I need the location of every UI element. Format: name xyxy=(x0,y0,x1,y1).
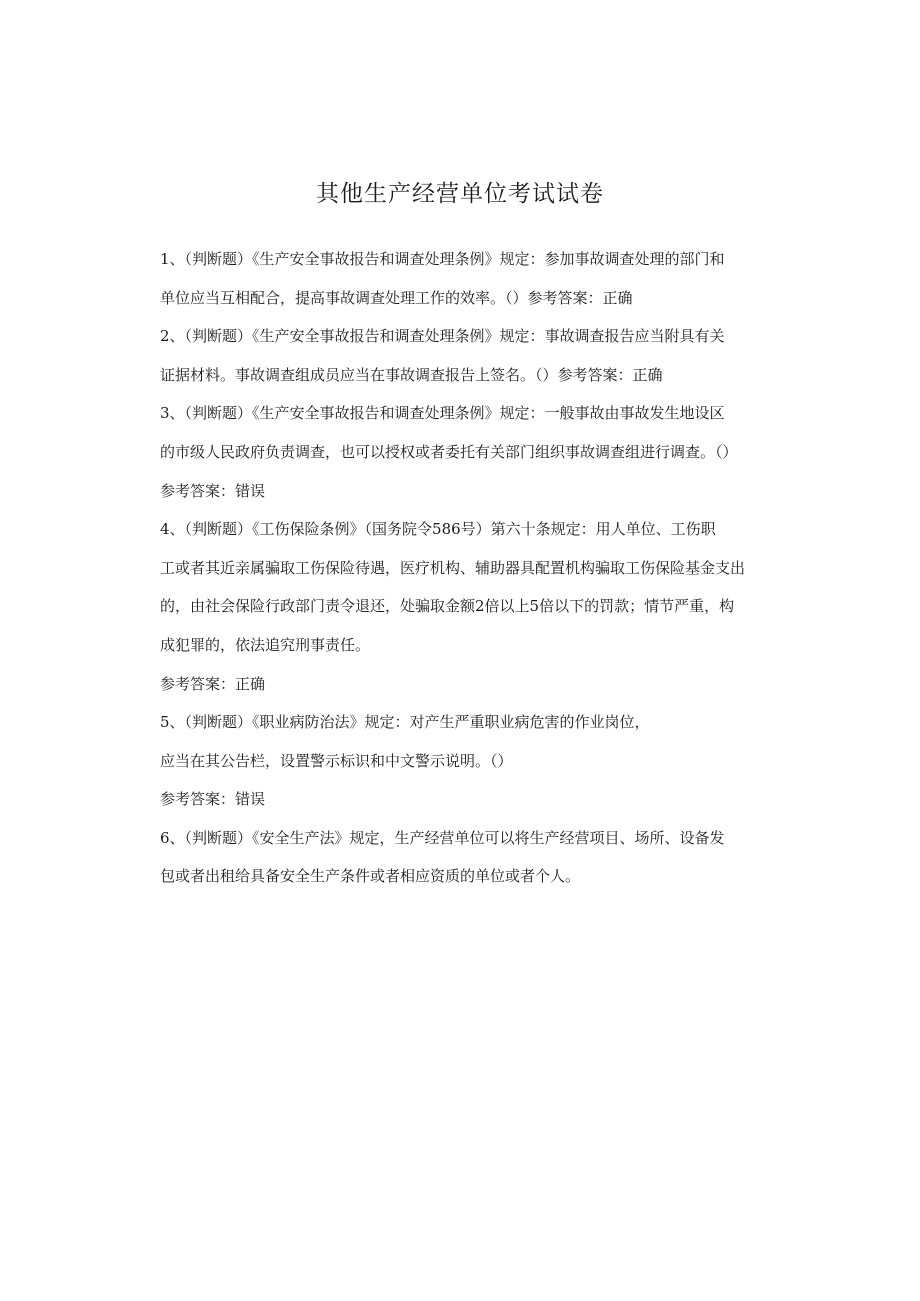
question-3-answer: 参考答案：错误 xyxy=(160,482,266,500)
question-1-line-1: 1、（判断题）《生产安全事故报告和调查处理条例》规定：参加事故调查处理的部门和 xyxy=(160,250,725,268)
question-2-line-2: 证据材料。事故调查组成员应当在事故调查报告上签名。（）参考答案：正确 xyxy=(160,366,663,384)
question-6-line-2: 包或者出租给具备安全生产条件或者相应资质的单位或者个人。 xyxy=(160,867,581,885)
question-5-answer: 参考答案：错误 xyxy=(160,790,266,808)
question-6-line-1: 6、（判断题）《安全生产法》规定，生产经营单位可以将生产经营项目、场所、设备发 xyxy=(160,829,725,847)
question-4-line-1: 4、（判断题）《工伤保险条例》（国务院令586号）第六十条规定：用人单位、工伤职 xyxy=(160,520,716,538)
question-3-line-1: 3、（判断题）《生产安全事故报告和调查处理条例》规定：一般事故由事故发生地设区 xyxy=(160,404,725,422)
question-1-line-2: 单位应当互相配合，提高事故调查处理工作的效率。（）参考答案：正确 xyxy=(160,289,633,307)
question-4-answer: 参考答案：正确 xyxy=(160,675,266,693)
question-4-line-3: 的，由社会保险行政部门责令退还，处骗取金额2倍以上5倍以下的罚款；情节严重，构 xyxy=(160,597,735,615)
question-5-line-1: 5、（判断题）《职业病防治法》规定：对产生严重职业病危害的作业岗位， xyxy=(160,713,650,731)
question-5-line-2: 应当在其公告栏，设置警示标识和中文警示说明。（） xyxy=(160,752,513,770)
question-4-line-2: 工或者其近亲属骗取工伤保险待遇，医疗机构、辅助器具配置机构骗取工伤保险基金支出 xyxy=(160,559,746,577)
page-title: 其他生产经营单位考试试卷 xyxy=(316,181,604,207)
question-4-line-4: 成犯罪的，依法追究刑事责任。 xyxy=(160,636,371,654)
question-2-line-1: 2、（判断题）《生产安全事故报告和调查处理条例》规定：事故调查报告应当附具有关 xyxy=(160,327,725,345)
question-3-line-2: 的市级人民政府负责调查，也可以授权或者委托有关部门组织事故调查组进行调查。（） xyxy=(160,443,738,461)
